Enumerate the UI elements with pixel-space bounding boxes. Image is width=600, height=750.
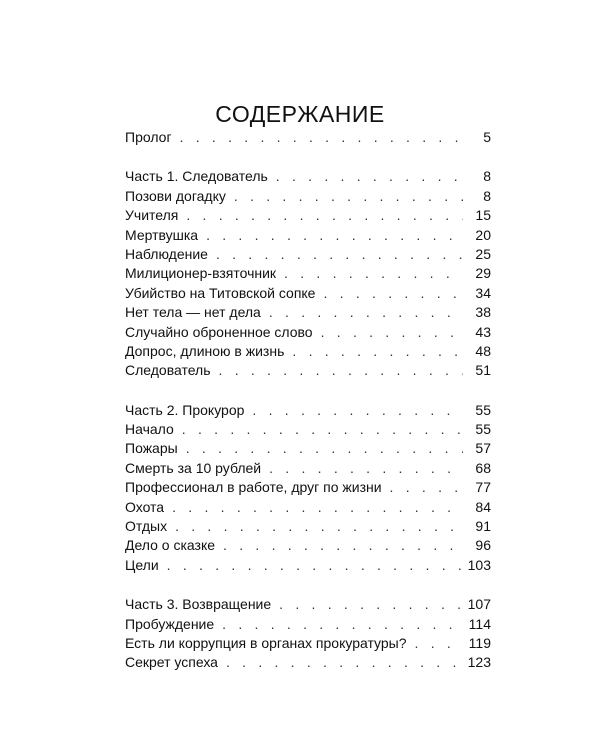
toc-entry-title: Есть ли коррупция в органах прокуратуры? <box>125 634 407 651</box>
dot-leader <box>182 420 463 439</box>
toc-entry[interactable] <box>125 361 491 380</box>
toc-entry[interactable] <box>125 206 491 225</box>
toc-entry[interactable] <box>125 303 491 322</box>
toc-page-number: 57 <box>475 440 491 457</box>
toc-entry-title: Пробуждение <box>125 615 215 632</box>
toc-entry-title: Отдых <box>125 518 168 535</box>
dot-leader <box>180 128 463 147</box>
toc-entry-title: Часть 3. Возвращение <box>125 596 272 613</box>
dot-leader <box>234 187 463 206</box>
toc-entry[interactable] <box>125 128 491 147</box>
toc-entry-title: Дело о сказке <box>125 537 216 554</box>
toc-page-number: 107 <box>467 596 491 613</box>
toc-page-number: 103 <box>467 556 491 573</box>
toc-entry-title: Учителя <box>125 207 179 224</box>
dot-leader <box>216 245 463 264</box>
toc-section <box>125 401 491 576</box>
section-spacer <box>125 381 491 401</box>
toc-page-number: 38 <box>475 304 491 321</box>
toc-entry[interactable] <box>125 284 491 303</box>
toc-page-number: 96 <box>475 537 491 554</box>
toc-page-number: 8 <box>483 168 491 185</box>
toc-entry-title: Нет тела — нет дела <box>125 304 261 321</box>
toc-entry-title: Убийство на Титовской сопке <box>125 284 316 301</box>
toc-entry-title: Мертвушка <box>125 226 199 243</box>
toc-entry[interactable] <box>125 536 491 555</box>
toc-page-number: 84 <box>475 498 491 515</box>
dot-leader <box>172 498 463 517</box>
dot-leader <box>223 536 463 555</box>
toc-section <box>125 167 491 380</box>
toc-entry[interactable] <box>125 478 491 497</box>
toc-entry[interactable] <box>125 498 491 517</box>
dot-leader <box>321 323 463 342</box>
dot-leader <box>284 264 463 283</box>
toc-entry-title: Цели <box>125 556 159 573</box>
toc-page-number: 25 <box>475 245 491 262</box>
dot-leader <box>167 556 462 575</box>
toc-entry[interactable] <box>125 595 491 614</box>
dot-leader <box>219 361 463 380</box>
toc-entry-title: Профессионал в работе, друг по жизни <box>125 479 382 496</box>
toc-page-number: 114 <box>468 615 491 632</box>
toc-page-number: 48 <box>475 342 491 359</box>
toc-entry[interactable] <box>125 556 491 575</box>
toc-page-number: 20 <box>475 226 491 243</box>
dot-leader <box>252 401 463 420</box>
table-of-contents <box>125 128 491 673</box>
toc-entry-title: Наблюдение <box>125 245 208 262</box>
toc-entry-title: Допрос, длиною в жизнь <box>125 342 285 359</box>
toc-entry[interactable] <box>125 245 491 264</box>
toc-entry-title: Смерть за 10 рублей <box>125 459 262 476</box>
dot-leader <box>186 439 463 458</box>
toc-entry[interactable] <box>125 459 491 478</box>
toc-entry-title: Пожары <box>125 440 178 457</box>
dot-leader <box>269 459 463 478</box>
toc-entry[interactable] <box>125 615 491 634</box>
toc-page-number: 34 <box>475 284 491 301</box>
toc-entry[interactable] <box>125 439 491 458</box>
dot-leader <box>415 634 463 653</box>
toc-entry[interactable] <box>125 226 491 245</box>
toc-page-number: 5 <box>483 129 491 145</box>
toc-entry[interactable] <box>125 323 491 342</box>
toc-entry[interactable] <box>125 653 491 672</box>
toc-entry-title: Секрет успеха <box>125 654 218 671</box>
toc-entry-title: Часть 1. Следователь <box>125 168 268 185</box>
toc-entry-title: Милиционер-взяточник <box>125 265 277 282</box>
toc-page-number: 55 <box>475 401 491 418</box>
dot-leader <box>276 167 463 186</box>
dot-leader <box>390 478 463 497</box>
toc-entry[interactable] <box>125 342 491 361</box>
toc-page-number: 119 <box>468 634 491 651</box>
toc-entry[interactable] <box>125 167 491 186</box>
toc-entry-title: Случайно оброненное слово <box>125 323 313 340</box>
toc-entry[interactable] <box>125 517 491 536</box>
page-title: СОДЕРЖАНИЕ <box>215 101 385 128</box>
toc-page-number: 29 <box>475 265 491 282</box>
toc-page-number: 123 <box>467 654 491 671</box>
dot-leader <box>279 595 461 614</box>
toc-entry-title: Пролог <box>125 129 172 145</box>
toc-page-number: 15 <box>475 207 491 224</box>
toc-entry[interactable] <box>125 420 491 439</box>
toc-section <box>125 595 491 673</box>
toc-entry-title: Следователь <box>125 362 211 379</box>
toc-section <box>125 128 491 147</box>
toc-page-number: 68 <box>475 459 491 476</box>
dot-leader <box>292 342 463 361</box>
section-spacer <box>125 575 491 595</box>
toc-page-number: 43 <box>475 323 491 340</box>
toc-entry-title: Охота <box>125 498 165 515</box>
section-spacer <box>125 147 491 167</box>
dot-leader <box>222 615 463 634</box>
toc-entry[interactable] <box>125 634 491 653</box>
toc-page-number: 8 <box>483 187 491 204</box>
dot-leader <box>186 206 463 225</box>
toc-page-number: 51 <box>475 362 491 379</box>
dot-leader <box>269 303 463 322</box>
dot-leader <box>206 226 463 245</box>
toc-entry-title: Позови догадку <box>125 187 226 204</box>
toc-entry[interactable] <box>125 187 491 206</box>
toc-entry[interactable] <box>125 401 491 420</box>
dot-leader <box>175 517 463 536</box>
dot-leader <box>226 653 462 672</box>
toc-page-number: 77 <box>475 479 491 496</box>
toc-entry-title: Часть 2. Прокурор <box>125 401 245 418</box>
toc-entry[interactable] <box>125 264 491 283</box>
toc-page-number: 91 <box>475 518 491 535</box>
dot-leader <box>323 284 463 303</box>
toc-page-number: 55 <box>475 421 491 438</box>
toc-entry-title: Начало <box>125 421 174 438</box>
